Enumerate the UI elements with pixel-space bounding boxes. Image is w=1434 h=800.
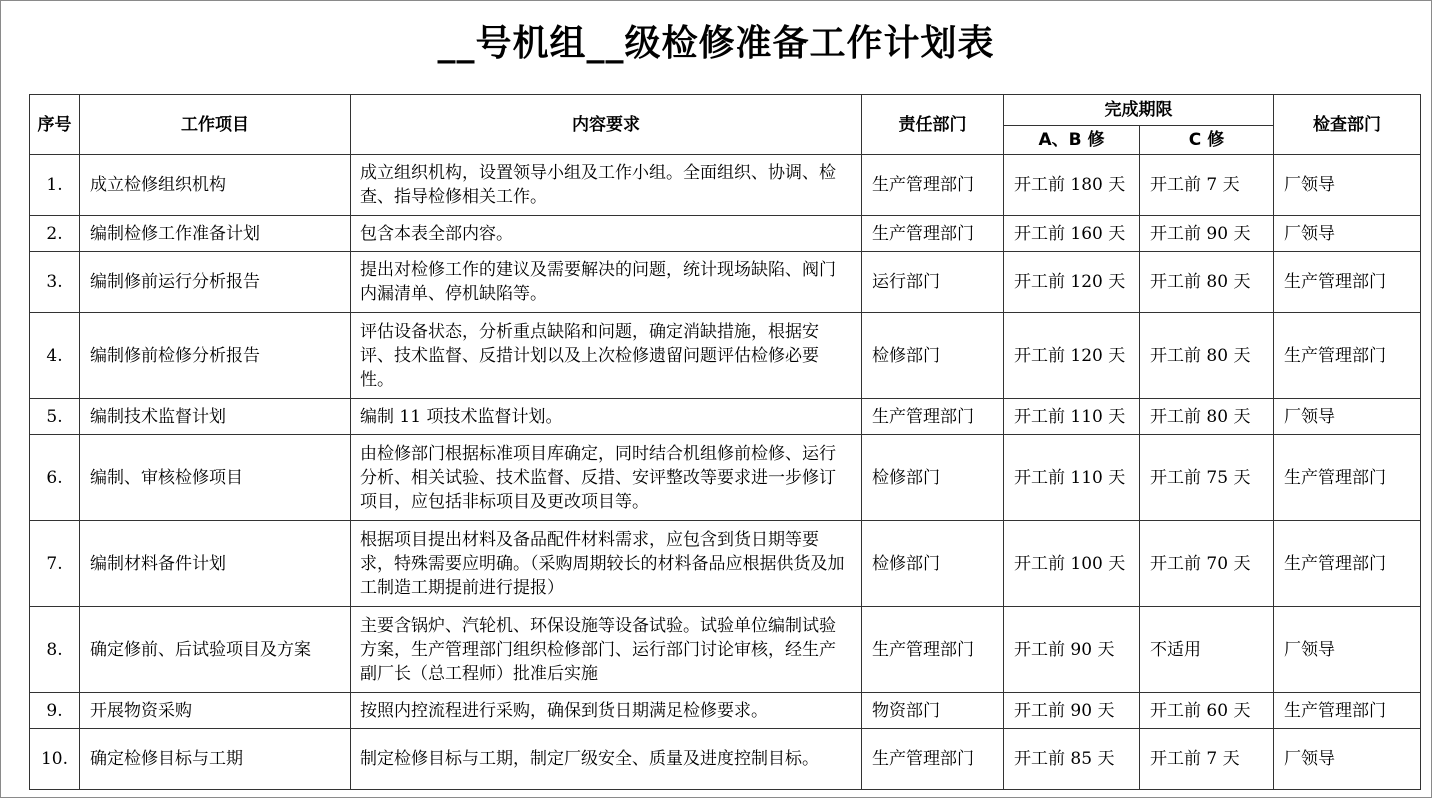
cell-requirement: 制定检修目标与工期，制定厂级安全、质量及进度控制目标。 <box>351 729 862 790</box>
cell-ab-deadline: 开工前 160 天 <box>1004 216 1140 252</box>
header-c-overhaul: C 修 <box>1140 126 1274 155</box>
cell-ab-deadline: 开工前 120 天 <box>1004 313 1140 399</box>
table-row <box>30 155 1421 216</box>
cell-requirement: 评估设备状态，分析重点缺陷和问题，确定消缺措施，根据安评、技术监督、反措计划以及上次检修遗留问题评估检修必要性。 <box>351 313 862 399</box>
cell-no: 5. <box>30 399 80 435</box>
cell-c-deadline: 开工前 7 天 <box>1140 729 1274 790</box>
header-item: 工作项目 <box>80 95 351 155</box>
cell-no: 7. <box>30 521 80 607</box>
cell-requirement: 主要含锅炉、汽轮机、环保设施等设备试验。试验单位编制试验方案，生产管理部门组织检修部门、运行部门讨论审核，经生产副厂长（总工程师）批准后实施 <box>351 607 862 693</box>
cell-work-item: 编制修前运行分析报告 <box>80 252 351 313</box>
cell-check-dept: 生产管理部门 <box>1274 521 1421 607</box>
cell-c-deadline: 开工前 80 天 <box>1140 252 1274 313</box>
cell-dept: 生产管理部门 <box>862 399 1004 435</box>
cell-no: 1. <box>30 155 80 216</box>
cell-check-dept: 生产管理部门 <box>1274 435 1421 521</box>
cell-ab-deadline: 开工前 85 天 <box>1004 729 1140 790</box>
header-requirement: 内容要求 <box>351 95 862 155</box>
header-check: 检查部门 <box>1274 95 1421 155</box>
cell-no: 4. <box>30 313 80 399</box>
cell-requirement: 包含本表全部内容。 <box>351 216 862 252</box>
cell-check-dept: 厂领导 <box>1274 216 1421 252</box>
plan-table <box>29 94 1421 790</box>
cell-c-deadline: 不适用 <box>1140 607 1274 693</box>
cell-ab-deadline: 开工前 100 天 <box>1004 521 1140 607</box>
cell-c-deadline: 开工前 80 天 <box>1140 313 1274 399</box>
cell-ab-deadline: 开工前 110 天 <box>1004 399 1140 435</box>
table-row <box>30 693 1421 729</box>
table-row <box>30 399 1421 435</box>
cell-dept: 检修部门 <box>862 313 1004 399</box>
cell-no: 6. <box>30 435 80 521</box>
cell-requirement: 由检修部门根据标准项目库确定，同时结合机组修前检修、运行分析、相关试验、技术监督、反措、安评整改等要求进一步修订项目，应包括非标项目及更改项目等。 <box>351 435 862 521</box>
cell-check-dept: 厂领导 <box>1274 155 1421 216</box>
table-row <box>30 521 1421 607</box>
cell-dept: 检修部门 <box>862 435 1004 521</box>
cell-requirement: 根据项目提出材料及备品配件材料需求，应包含到货日期等要求，特殊需要应明确。（采购周期较长的材料备品应根据供货及加工制造工期提前进行提报） <box>351 521 862 607</box>
cell-c-deadline: 开工前 80 天 <box>1140 399 1274 435</box>
cell-ab-deadline: 开工前 180 天 <box>1004 155 1140 216</box>
cell-c-deadline: 开工前 75 天 <box>1140 435 1274 521</box>
cell-c-deadline: 开工前 60 天 <box>1140 693 1274 729</box>
cell-work-item: 确定检修目标与工期 <box>80 729 351 790</box>
cell-ab-deadline: 开工前 120 天 <box>1004 252 1140 313</box>
cell-ab-deadline: 开工前 110 天 <box>1004 435 1140 521</box>
cell-dept: 检修部门 <box>862 521 1004 607</box>
cell-no: 10. <box>30 729 80 790</box>
cell-check-dept: 厂领导 <box>1274 399 1421 435</box>
cell-work-item: 编制材料备件计划 <box>80 521 351 607</box>
cell-check-dept: 生产管理部门 <box>1274 252 1421 313</box>
cell-no: 8. <box>30 607 80 693</box>
cell-work-item: 开展物资采购 <box>80 693 351 729</box>
cell-dept: 生产管理部门 <box>862 607 1004 693</box>
cell-requirement: 按照内控流程进行采购，确保到货日期满足检修要求。 <box>351 693 862 729</box>
cell-c-deadline: 开工前 70 天 <box>1140 521 1274 607</box>
table-row <box>30 729 1421 790</box>
cell-dept: 运行部门 <box>862 252 1004 313</box>
table-row <box>30 252 1421 313</box>
cell-requirement: 成立组织机构，设置领导小组及工作小组。全面组织、协调、检查、指导检修相关工作。 <box>351 155 862 216</box>
cell-no: 3. <box>30 252 80 313</box>
cell-work-item: 编制、审核检修项目 <box>80 435 351 521</box>
page-title: __号机组__级检修准备工作计划表 <box>437 23 995 64</box>
cell-work-item: 成立检修组织机构 <box>80 155 351 216</box>
table-row <box>30 313 1421 399</box>
cell-c-deadline: 开工前 7 天 <box>1140 155 1274 216</box>
cell-ab-deadline: 开工前 90 天 <box>1004 693 1140 729</box>
header-no: 序号 <box>30 95 80 155</box>
cell-dept: 生产管理部门 <box>862 216 1004 252</box>
cell-dept: 物资部门 <box>862 693 1004 729</box>
cell-work-item: 编制技术监督计划 <box>80 399 351 435</box>
cell-ab-deadline: 开工前 90 天 <box>1004 607 1140 693</box>
cell-check-dept: 厂领导 <box>1274 607 1421 693</box>
cell-check-dept: 生产管理部门 <box>1274 693 1421 729</box>
cell-work-item: 编制修前检修分析报告 <box>80 313 351 399</box>
table-header-row <box>30 95 1421 126</box>
cell-work-item: 编制检修工作准备计划 <box>80 216 351 252</box>
cell-c-deadline: 开工前 90 天 <box>1140 216 1274 252</box>
cell-check-dept: 厂领导 <box>1274 729 1421 790</box>
cell-no: 9. <box>30 693 80 729</box>
header-dept: 责任部门 <box>862 95 1004 155</box>
header-ab-overhaul: A、B 修 <box>1004 126 1140 155</box>
cell-requirement: 提出对检修工作的建议及需要解决的问题，统计现场缺陷、阀门内漏清单、停机缺陷等。 <box>351 252 862 313</box>
header-deadline: 完成期限 <box>1004 95 1274 126</box>
cell-no: 2. <box>30 216 80 252</box>
cell-dept: 生产管理部门 <box>862 155 1004 216</box>
table-row <box>30 435 1421 521</box>
table-row <box>30 607 1421 693</box>
cell-requirement: 编制 11 项技术监督计划。 <box>351 399 862 435</box>
cell-work-item: 确定修前、后试验项目及方案 <box>80 607 351 693</box>
cell-check-dept: 生产管理部门 <box>1274 313 1421 399</box>
table-row <box>30 216 1421 252</box>
cell-dept: 生产管理部门 <box>862 729 1004 790</box>
